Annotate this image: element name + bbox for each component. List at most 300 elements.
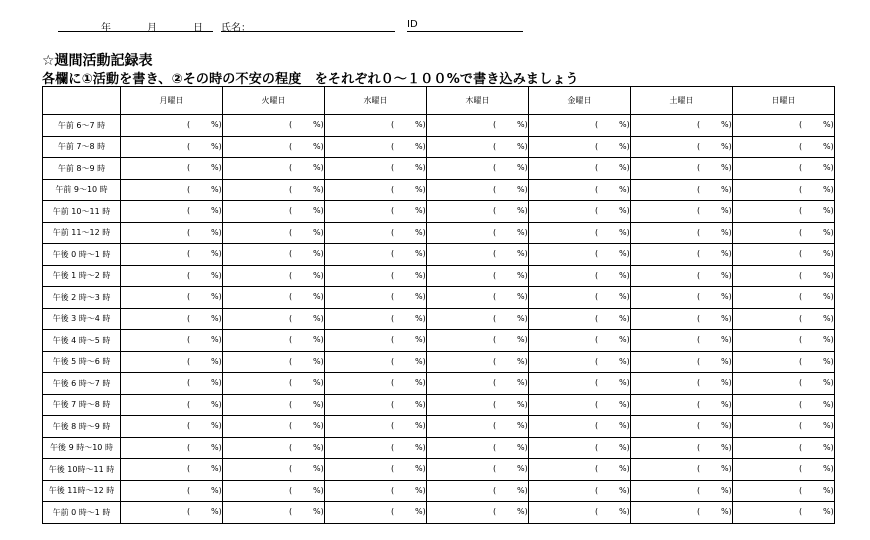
percent-close: %) xyxy=(211,120,222,129)
form-header xyxy=(0,0,870,40)
activity-entry-cell[interactable] xyxy=(223,351,325,373)
percent-close: %) xyxy=(415,292,426,301)
open-paren: ( xyxy=(391,163,395,172)
table-row xyxy=(43,459,835,481)
activity-entry-cell[interactable] xyxy=(427,179,529,201)
open-paren: ( xyxy=(391,184,395,194)
table-row xyxy=(43,222,835,244)
activity-entry-cell[interactable] xyxy=(121,136,223,158)
open-paren: ( xyxy=(799,206,803,215)
activity-entry-cell[interactable] xyxy=(529,459,631,481)
open-paren: ( xyxy=(697,206,701,215)
open-paren: ( xyxy=(799,399,803,409)
activity-entry-cell[interactable] xyxy=(529,330,631,352)
open-paren: ( xyxy=(391,292,395,301)
percent-close: %) xyxy=(517,227,528,237)
id-field[interactable] xyxy=(407,31,523,32)
activity-entry-cell[interactable] xyxy=(223,394,325,416)
percent-close: %) xyxy=(823,184,834,194)
percent-close: %) xyxy=(823,249,834,258)
activity-entry-cell[interactable] xyxy=(121,416,223,438)
activity-entry-cell[interactable] xyxy=(631,158,733,180)
activity-entry-cell[interactable] xyxy=(325,158,427,180)
activity-entry-cell[interactable] xyxy=(529,265,631,287)
activity-entry-cell[interactable] xyxy=(529,480,631,502)
activity-entry-cell[interactable] xyxy=(223,115,325,137)
activity-entry-cell[interactable] xyxy=(529,115,631,137)
activity-entry-cell[interactable] xyxy=(733,222,835,244)
open-paren: ( xyxy=(391,120,395,129)
open-paren: ( xyxy=(697,399,701,409)
percent-close: %) xyxy=(517,270,528,280)
percent-close: %) xyxy=(517,464,528,473)
percent-close: %) xyxy=(313,378,324,387)
open-paren: ( xyxy=(595,335,599,344)
open-paren: ( xyxy=(595,421,599,430)
open-paren: ( xyxy=(187,270,191,280)
activity-entry-cell[interactable] xyxy=(427,136,529,158)
activity-entry-cell[interactable] xyxy=(631,330,733,352)
activity-entry-cell[interactable] xyxy=(427,351,529,373)
percent-close: %) xyxy=(619,313,630,323)
table-row xyxy=(43,201,835,223)
activity-entry-cell[interactable] xyxy=(631,222,733,244)
open-paren: ( xyxy=(289,464,293,473)
open-paren: ( xyxy=(187,335,191,344)
activity-entry-cell[interactable] xyxy=(529,179,631,201)
activity-entry-cell[interactable] xyxy=(427,459,529,481)
open-paren: ( xyxy=(391,464,395,473)
open-paren: ( xyxy=(289,378,293,387)
time-slot-label: 午後 10時～11 時 xyxy=(43,459,121,481)
activity-entry-cell[interactable] xyxy=(733,351,835,373)
open-paren: ( xyxy=(595,292,599,301)
activity-entry-cell[interactable] xyxy=(631,201,733,223)
percent-close: %) xyxy=(619,378,630,387)
activity-entry-cell[interactable] xyxy=(427,287,529,309)
activity-entry-cell[interactable] xyxy=(325,459,427,481)
activity-entry-cell[interactable] xyxy=(631,459,733,481)
activity-entry-cell[interactable] xyxy=(121,244,223,266)
open-paren: ( xyxy=(697,184,701,194)
activity-entry-cell[interactable] xyxy=(427,222,529,244)
percent-close: %) xyxy=(313,335,324,344)
activity-entry-cell[interactable] xyxy=(733,244,835,266)
activity-entry-cell[interactable] xyxy=(427,244,529,266)
percent-close: %) xyxy=(721,421,732,430)
percent-close: %) xyxy=(721,292,732,301)
activity-entry-cell[interactable] xyxy=(121,351,223,373)
open-paren: ( xyxy=(493,399,497,409)
activity-entry-cell[interactable] xyxy=(223,437,325,459)
activity-entry-cell[interactable] xyxy=(325,480,427,502)
activity-entry-cell[interactable] xyxy=(223,222,325,244)
table-row xyxy=(43,416,835,438)
activity-entry-cell[interactable] xyxy=(529,416,631,438)
activity-entry-cell[interactable] xyxy=(223,373,325,395)
activity-entry-cell[interactable] xyxy=(121,265,223,287)
percent-close: %) xyxy=(823,485,834,495)
percent-close: %) xyxy=(415,270,426,280)
id-label: ID xyxy=(407,19,418,30)
activity-entry-cell[interactable] xyxy=(223,244,325,266)
activity-entry-cell[interactable] xyxy=(325,115,427,137)
percent-close: %) xyxy=(517,141,528,151)
month-label: 月 xyxy=(147,23,157,34)
percent-close: %) xyxy=(415,120,426,129)
activity-entry-cell[interactable] xyxy=(733,115,835,137)
open-paren: ( xyxy=(493,227,497,237)
instructions: 各欄に①活動を書き、②その時の不安の程度 をそれぞれ０～１００%で書き込みましょう xyxy=(42,72,579,87)
open-paren: ( xyxy=(799,120,803,129)
percent-close: %) xyxy=(721,464,732,473)
activity-entry-cell[interactable] xyxy=(325,437,427,459)
activity-entry-cell[interactable] xyxy=(631,287,733,309)
activity-entry-cell[interactable] xyxy=(223,308,325,330)
percent-close: %) xyxy=(721,335,732,344)
day-header: 木曜日 xyxy=(427,87,529,115)
open-paren: ( xyxy=(391,313,395,323)
activity-entry-cell[interactable] xyxy=(427,373,529,395)
percent-close: %) xyxy=(823,227,834,237)
open-paren: ( xyxy=(187,141,191,151)
open-paren: ( xyxy=(595,184,599,194)
open-paren: ( xyxy=(289,485,293,495)
open-paren: ( xyxy=(493,163,497,172)
activity-entry-cell[interactable] xyxy=(631,244,733,266)
open-paren: ( xyxy=(289,206,293,215)
activity-entry-cell[interactable] xyxy=(529,308,631,330)
percent-close: %) xyxy=(619,227,630,237)
activity-entry-cell[interactable] xyxy=(121,201,223,223)
open-paren: ( xyxy=(697,249,701,258)
open-paren: ( xyxy=(595,120,599,129)
activity-entry-cell[interactable] xyxy=(121,308,223,330)
percent-close: %) xyxy=(823,292,834,301)
activity-entry-cell[interactable] xyxy=(427,437,529,459)
activity-entry-cell[interactable] xyxy=(631,373,733,395)
open-paren: ( xyxy=(391,485,395,495)
percent-close: %) xyxy=(211,206,222,215)
activity-entry-cell[interactable] xyxy=(733,158,835,180)
open-paren: ( xyxy=(799,270,803,280)
activity-entry-cell[interactable] xyxy=(427,480,529,502)
activity-entry-cell[interactable] xyxy=(733,459,835,481)
percent-close: %) xyxy=(211,399,222,409)
activity-entry-cell[interactable] xyxy=(529,287,631,309)
day-header: 月曜日 xyxy=(121,87,223,115)
open-paren: ( xyxy=(799,464,803,473)
open-paren: ( xyxy=(289,313,293,323)
percent-close: %) xyxy=(619,507,630,516)
activity-entry-cell[interactable] xyxy=(529,373,631,395)
activity-entry-cell[interactable] xyxy=(325,351,427,373)
percent-close: %) xyxy=(823,421,834,430)
activity-entry-cell[interactable] xyxy=(223,265,325,287)
activity-entry-cell[interactable] xyxy=(427,308,529,330)
percent-close: %) xyxy=(415,335,426,344)
activity-entry-cell[interactable] xyxy=(121,158,223,180)
activity-entry-cell[interactable] xyxy=(733,394,835,416)
percent-close: %) xyxy=(313,421,324,430)
percent-close: %) xyxy=(517,399,528,409)
activity-entry-cell[interactable] xyxy=(733,201,835,223)
activity-entry-cell[interactable] xyxy=(121,330,223,352)
open-paren: ( xyxy=(391,141,395,151)
percent-close: %) xyxy=(415,399,426,409)
percent-close: %) xyxy=(415,378,426,387)
open-paren: ( xyxy=(799,163,803,172)
percent-close: %) xyxy=(619,163,630,172)
activity-entry-cell[interactable] xyxy=(733,265,835,287)
percent-close: %) xyxy=(517,485,528,495)
activity-entry-cell[interactable] xyxy=(427,115,529,137)
activity-entry-cell[interactable] xyxy=(427,158,529,180)
open-paren: ( xyxy=(697,485,701,495)
activity-entry-cell[interactable] xyxy=(733,416,835,438)
date-underline[interactable] xyxy=(58,31,213,32)
percent-close: %) xyxy=(211,227,222,237)
activity-entry-cell[interactable] xyxy=(427,394,529,416)
percent-close: %) xyxy=(415,356,426,366)
percent-close: %) xyxy=(619,356,630,366)
open-paren: ( xyxy=(697,313,701,323)
activity-entry-cell[interactable] xyxy=(427,330,529,352)
table-row xyxy=(43,351,835,373)
open-paren: ( xyxy=(697,378,701,387)
activity-entry-cell[interactable] xyxy=(223,179,325,201)
percent-close: %) xyxy=(619,335,630,344)
activity-entry-cell[interactable] xyxy=(631,265,733,287)
activity-entry-cell[interactable] xyxy=(121,222,223,244)
table-row xyxy=(43,179,835,201)
activity-entry-cell[interactable] xyxy=(223,416,325,438)
activity-entry-cell[interactable] xyxy=(733,373,835,395)
open-paren: ( xyxy=(799,485,803,495)
percent-close: %) xyxy=(619,485,630,495)
activity-entry-cell[interactable] xyxy=(121,502,223,524)
activity-entry-cell[interactable] xyxy=(121,480,223,502)
open-paren: ( xyxy=(799,335,803,344)
percent-close: %) xyxy=(211,421,222,430)
open-paren: ( xyxy=(187,442,191,452)
activity-entry-cell[interactable] xyxy=(529,201,631,223)
activity-entry-cell[interactable] xyxy=(529,222,631,244)
percent-close: %) xyxy=(415,507,426,516)
open-paren: ( xyxy=(493,356,497,366)
activity-entry-cell[interactable] xyxy=(325,136,427,158)
activity-entry-cell[interactable] xyxy=(427,416,529,438)
open-paren: ( xyxy=(697,163,701,172)
percent-close: %) xyxy=(211,507,222,516)
activity-entry-cell[interactable] xyxy=(325,244,427,266)
activity-entry-cell[interactable] xyxy=(223,330,325,352)
activity-entry-cell[interactable] xyxy=(733,287,835,309)
activity-entry-cell[interactable] xyxy=(121,115,223,137)
percent-close: %) xyxy=(721,206,732,215)
open-paren: ( xyxy=(595,141,599,151)
activity-entry-cell[interactable] xyxy=(529,394,631,416)
activity-entry-cell[interactable] xyxy=(223,136,325,158)
activity-entry-cell[interactable] xyxy=(529,158,631,180)
percent-close: %) xyxy=(721,249,732,258)
activity-entry-cell[interactable] xyxy=(631,136,733,158)
open-paren: ( xyxy=(697,356,701,366)
time-slot-label: 午前 10～11 時 xyxy=(43,201,121,223)
open-paren: ( xyxy=(799,141,803,151)
open-paren: ( xyxy=(187,421,191,430)
activity-entry-cell[interactable] xyxy=(631,416,733,438)
percent-close: %) xyxy=(313,399,324,409)
activity-entry-cell[interactable] xyxy=(325,179,427,201)
open-paren: ( xyxy=(289,120,293,129)
percent-close: %) xyxy=(823,335,834,344)
open-paren: ( xyxy=(697,507,701,516)
open-paren: ( xyxy=(187,313,191,323)
percent-close: %) xyxy=(517,184,528,194)
open-paren: ( xyxy=(493,184,497,194)
day-header: 金曜日 xyxy=(529,87,631,115)
activity-entry-cell[interactable] xyxy=(631,179,733,201)
open-paren: ( xyxy=(391,378,395,387)
percent-close: %) xyxy=(211,141,222,151)
percent-close: %) xyxy=(415,163,426,172)
open-paren: ( xyxy=(799,313,803,323)
activity-entry-cell[interactable] xyxy=(121,373,223,395)
open-paren: ( xyxy=(187,249,191,258)
percent-close: %) xyxy=(313,485,324,495)
activity-entry-cell[interactable] xyxy=(733,502,835,524)
percent-close: %) xyxy=(823,464,834,473)
open-paren: ( xyxy=(493,442,497,452)
activity-entry-cell[interactable] xyxy=(631,437,733,459)
open-paren: ( xyxy=(697,120,701,129)
percent-close: %) xyxy=(517,120,528,129)
open-paren: ( xyxy=(697,442,701,452)
activity-entry-cell[interactable] xyxy=(733,480,835,502)
activity-entry-cell[interactable] xyxy=(529,502,631,524)
activity-entry-cell[interactable] xyxy=(121,179,223,201)
open-paren: ( xyxy=(187,163,191,172)
open-paren: ( xyxy=(289,141,293,151)
open-paren: ( xyxy=(697,464,701,473)
open-paren: ( xyxy=(289,335,293,344)
percent-close: %) xyxy=(619,421,630,430)
open-paren: ( xyxy=(391,356,395,366)
percent-close: %) xyxy=(211,184,222,194)
activity-entry-cell[interactable] xyxy=(325,416,427,438)
percent-close: %) xyxy=(415,464,426,473)
year-label: 年 xyxy=(101,23,111,34)
activity-entry-cell[interactable] xyxy=(427,201,529,223)
percent-close: %) xyxy=(313,249,324,258)
activity-entry-cell[interactable] xyxy=(223,502,325,524)
activity-entry-cell[interactable] xyxy=(733,437,835,459)
activity-entry-cell[interactable] xyxy=(631,115,733,137)
activity-entry-cell[interactable] xyxy=(733,179,835,201)
activity-entry-cell[interactable] xyxy=(121,437,223,459)
open-paren: ( xyxy=(289,227,293,237)
activity-entry-cell[interactable] xyxy=(427,265,529,287)
percent-close: %) xyxy=(517,378,528,387)
activity-entry-cell[interactable] xyxy=(325,201,427,223)
open-paren: ( xyxy=(187,206,191,215)
open-paren: ( xyxy=(799,227,803,237)
activity-entry-cell[interactable] xyxy=(223,287,325,309)
time-slot-label: 午前 11～12 時 xyxy=(43,222,121,244)
activity-entry-cell[interactable] xyxy=(325,394,427,416)
activity-entry-cell[interactable] xyxy=(325,502,427,524)
percent-close: %) xyxy=(415,421,426,430)
percent-close: %) xyxy=(619,399,630,409)
activity-entry-cell[interactable] xyxy=(223,158,325,180)
activity-entry-cell[interactable] xyxy=(325,287,427,309)
activity-record-table xyxy=(42,86,835,524)
percent-close: %) xyxy=(721,313,732,323)
day-label: 日 xyxy=(193,23,203,34)
percent-close: %) xyxy=(721,141,732,151)
percent-close: %) xyxy=(313,184,324,194)
percent-close: %) xyxy=(211,270,222,280)
percent-close: %) xyxy=(313,270,324,280)
activity-entry-cell[interactable] xyxy=(529,244,631,266)
activity-entry-cell[interactable] xyxy=(631,502,733,524)
activity-entry-cell[interactable] xyxy=(631,480,733,502)
percent-close: %) xyxy=(619,292,630,301)
open-paren: ( xyxy=(391,227,395,237)
activity-entry-cell[interactable] xyxy=(631,351,733,373)
activity-entry-cell[interactable] xyxy=(631,308,733,330)
activity-entry-cell[interactable] xyxy=(325,222,427,244)
open-paren: ( xyxy=(595,356,599,366)
time-slot-label: 午後 1 時～2 時 xyxy=(43,265,121,287)
activity-entry-cell[interactable] xyxy=(529,351,631,373)
time-slot-label: 午後 0 時～1 時 xyxy=(43,244,121,266)
open-paren: ( xyxy=(493,485,497,495)
percent-close: %) xyxy=(313,206,324,215)
activity-entry-cell[interactable] xyxy=(325,330,427,352)
activity-entry-cell[interactable] xyxy=(121,459,223,481)
activity-entry-cell[interactable] xyxy=(733,308,835,330)
activity-entry-cell[interactable] xyxy=(223,201,325,223)
percent-close: %) xyxy=(721,270,732,280)
percent-close: %) xyxy=(823,163,834,172)
table-row xyxy=(43,244,835,266)
name-field[interactable] xyxy=(221,31,395,32)
open-paren: ( xyxy=(391,270,395,280)
activity-entry-cell[interactable] xyxy=(427,502,529,524)
open-paren: ( xyxy=(595,227,599,237)
activity-entry-cell[interactable] xyxy=(529,437,631,459)
percent-close: %) xyxy=(517,292,528,301)
activity-entry-cell[interactable] xyxy=(325,265,427,287)
activity-entry-cell[interactable] xyxy=(733,136,835,158)
percent-close: %) xyxy=(517,335,528,344)
time-slot-label: 午前 6～7 時 xyxy=(43,115,121,137)
open-paren: ( xyxy=(289,507,293,516)
activity-entry-cell[interactable] xyxy=(529,136,631,158)
activity-entry-cell[interactable] xyxy=(121,394,223,416)
open-paren: ( xyxy=(799,421,803,430)
activity-entry-cell[interactable] xyxy=(631,394,733,416)
percent-close: %) xyxy=(415,249,426,258)
activity-entry-cell[interactable] xyxy=(325,308,427,330)
activity-entry-cell[interactable] xyxy=(223,480,325,502)
activity-entry-cell[interactable] xyxy=(121,287,223,309)
activity-entry-cell[interactable] xyxy=(223,459,325,481)
activity-entry-cell[interactable] xyxy=(733,330,835,352)
activity-entry-cell[interactable] xyxy=(325,373,427,395)
